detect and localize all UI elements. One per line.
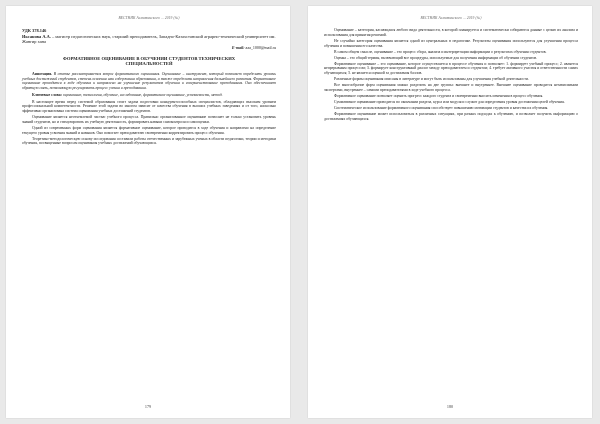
- keywords: [22, 93, 276, 98]
- body-paragraph: Оценка – это общий термин, включающий все процедуры, используемые для получения информации об обучении студентов.: [334, 55, 538, 60]
- body-paragraph: Не случайно категория оценивания является одной из центральных в педагогике. Результаты оценивания используются для улучшения процесса обучения и повышения его качества.: [324, 38, 578, 48]
- email-label: E-mail:: [231, 44, 245, 50]
- body-paragraph: Формативное оценивание – это оценивание, которое осуществляется в процессе обучения и позволяет: 1. формирует учебный процесс; 2. является непрерывным процессом; 3. формирует конструктивный диалог между преподавателем и студентом; 4. требует активного участия и ответственности самих обучающихся; 5. не является оценкой за достижения баллов.: [324, 61, 578, 76]
- body-paragraph: Суммативное оценивание проводится по окончании раздела, курса или модуля и служит для определения уровня достижения целей обучения.: [334, 100, 565, 105]
- body-paragraph: В настоящее время перед системой образования стоит задача подготовки конкурентоспособных специалистов, обладающих высоким уровнем профессиональной компетентности. Решение этой задачи во многом зависит от качества обучения в высших учебных заведениях и от того, насколько эффективно организована система оценивания учебных достижений студентов.: [22, 99, 276, 113]
- author-line: [22, 34, 276, 45]
- body-paragraph: Систематическое использование формативного оценивания способствует повышению мотивации студентов и качества их обучения.: [334, 106, 549, 111]
- page-number: 179: [144, 404, 152, 409]
- author-email: [22, 45, 276, 50]
- body-paragraph: Формативное оценивание может использоваться в различных ситуациях, при разных подходах к обучению, и позволяет получить информацию о достижениях обучающихся.: [324, 112, 578, 122]
- article-title: ФОРМАТИВНОЕ ОЦЕНИВАНИЕ В ОБУЧЕНИИ СТУДЕНТОВ ТЕХНИЧЕСКИХ СПЕЦИАЛЬНОСТЕЙ: [62, 55, 236, 67]
- body-paragraph: Одной из современных форм оценивания является формативное оценивание, которое проводится в ходе обучения и направлено на определение текущего уровня усвоения знаний и навыков. Оно помогает преподавателю своевременно корректировать процесс обучения.: [22, 125, 276, 135]
- page-number: 180: [446, 404, 454, 409]
- abstract: [22, 72, 276, 91]
- body-paragraph: Оценивание является неотъемлемой частью учебного процесса. Правильно организованное оценивание позволяет не только установить уровень знаний студентов, но и стимулировать их учебную деятельность, формировать навыки самоконтроля и самооценки.: [22, 115, 276, 124]
- left-page: [6, 6, 290, 418]
- author-name: Иксанова А.А.: [22, 34, 51, 39]
- running-header: ВЕСТНИК Алматинского ... 2019 (№): [118, 16, 180, 20]
- keywords-label: Ключевые слова:: [32, 92, 62, 97]
- body-paragraph: Различные формы оценивания описаны в литературе и могут быть использованы для улучшения учебной деятельности.: [334, 77, 529, 82]
- body-paragraph: Все многообразие форм оценивания можно разделить на две группы: внешнее и внутреннее. Внешнее оценивание проводится независимыми экспертами, внутреннее – самими преподавателями в ходе учебного процесса.: [324, 83, 578, 93]
- body-paragraph: Теоретико-методологическую основу исследования составили работы отечественных и зарубежных ученых в области педагогики, теории и методики обучения, посвященные вопросам оценивания учебных достижений обучающихся.: [22, 136, 276, 146]
- email-address[interactable]: ааа_1000@mail.ru: [245, 44, 276, 50]
- body-paragraph: Формативное оценивание позволяет оценить прогресс каждого студента и своевременно вносить изменения в процесс обучения.: [334, 94, 544, 99]
- running-header: ВЕСТНИК Алматинского ... 2019 (№): [420, 16, 482, 20]
- body-paragraph: В самом общем смысле, оценивание – это процесс сбора, анализа и интерпретации информации о результатах обучения студентов.: [334, 49, 547, 54]
- body-paragraph: Оценивание – категория, касающаяся любого вида деятельности, в которой планируется и систематически собираются данные с целью их анализа и использования для принятия решений.: [324, 28, 578, 37]
- udk-code: УДК 378.146: [22, 28, 47, 33]
- right-page: [308, 6, 592, 418]
- keywords-text: оценивание, технология, обучение, исследование, формативное оценивание, успеваемость, метод.: [61, 92, 223, 97]
- author-position: – магистр педагогических наук, старший преподаватель, Западно-Казахстанский аграрно-технический университет им. Жангир хана: [22, 34, 276, 45]
- abstract-text: В статье рассматривается вопрос формативного оценивания. Оценивание – инструмент, который позволяет определить уровень учебных достижений студентов, степень освоения ими содержания образования, а также определить направления дальнейшего развития. Формативное оценивание проводится в ходе обучения и направлено на улучшение результатов обучения и совершенствование преподавания. Оно обеспечивает обратную связь, позволяющую регулировать процесс учения и преподавания.: [22, 72, 276, 91]
- abstract-label: Аннотация.: [32, 72, 53, 76]
